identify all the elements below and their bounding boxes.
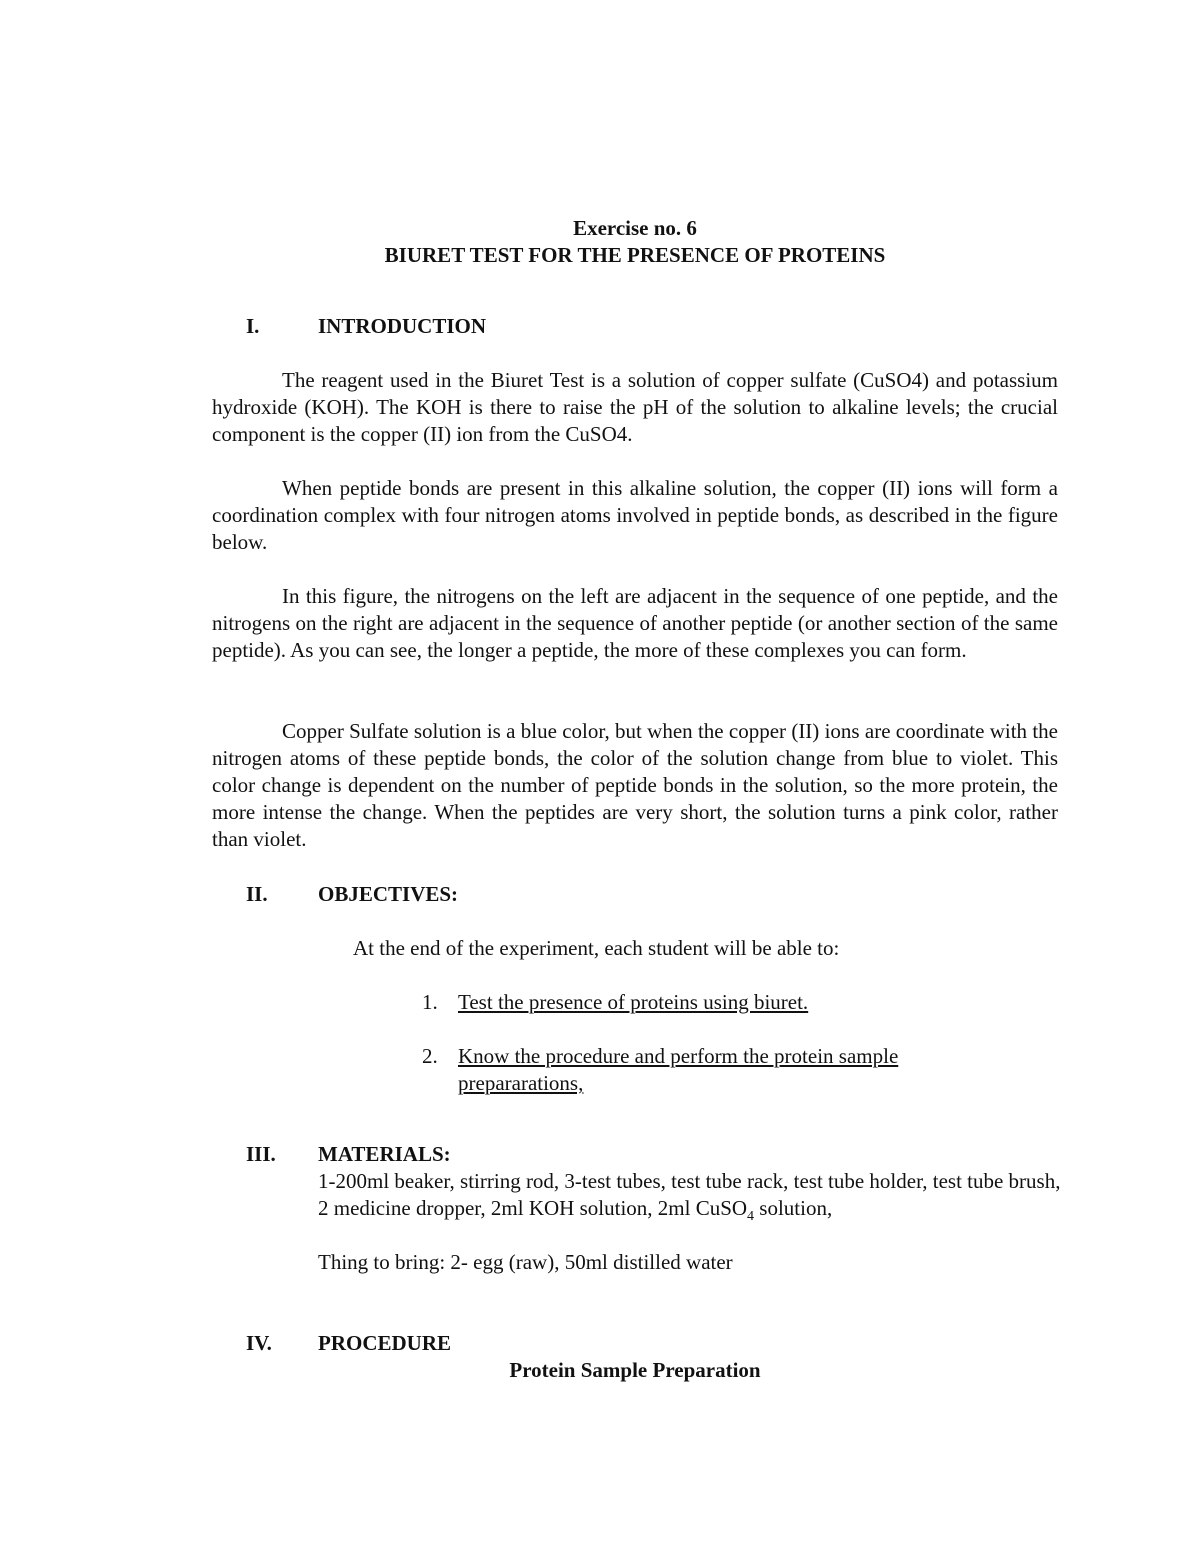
objective-item (422, 1043, 967, 1097)
section-title: PROCEDURE (318, 1331, 452, 1355)
things-to-bring: Thing to bring: 2- egg (raw), 50ml distilled water (318, 1250, 733, 1274)
section-title: INTRODUCTION (318, 314, 487, 338)
paragraph-text: In this figure, the nitrogens on the left are adjacent in the sequence of one peptide, and the nitrogens on the right are adjacent in the sequence of another peptide (or another section of the same peptide). As you can see, the longer a peptide, the more of these complexes you can form. (212, 584, 1058, 662)
section-number: II. (246, 882, 268, 906)
objectives-intro: At the end of the experiment, each student will be able to: (353, 936, 840, 960)
section-title: OBJECTIVES: (318, 882, 459, 906)
objective-text: Know the procedure and perform the protein sample prepararations, (458, 1044, 899, 1095)
procedure-subheading: Protein Sample Preparation (509, 1358, 761, 1382)
section-heading-objectives (246, 881, 458, 908)
intro-paragraph-2 (212, 475, 1058, 556)
objective-number: 1. (422, 990, 438, 1014)
materials-list (318, 1168, 1063, 1225)
paragraph-text: When peptide bonds are present in this alkaline solution, the copper (II) ions will form a coordination complex with four nitrogen atoms involved in peptide bonds, as described in the figure below. (212, 476, 1058, 554)
section-number: IV. (246, 1331, 272, 1355)
objective-text: Test the presence of proteins using biuret. (458, 990, 809, 1014)
document-title: BIURET TEST FOR THE PRESENCE OF PROTEINS (384, 243, 886, 267)
materials-text: 1-200ml beaker, stirring rod, 3-test tubes, test tube rack, test tube holder, test tube brush, 2 medicine dropper, 2ml KOH solution, 2ml CuSO (318, 1169, 1061, 1220)
section-heading-materials (246, 1141, 451, 1168)
materials-text-end: solution, (754, 1196, 833, 1220)
paragraph-text: Copper Sulfate solution is a blue color, but when the copper (II) ions are coordinate with the nitrogen atoms of these peptide bonds, the color of the solution change from blue to violet. This color change is dependent on the number of peptide bonds in the solution, so the more protein, the more intense the change. When the peptides are very short, the solution turns a pink color, rather than violet. (212, 719, 1058, 851)
paragraph-text: The reagent used in the Biuret Test is a solution of copper sulfate (CuSO4) and potassium hydroxide (KOH). The KOH is there to raise the pH of the solution to alkaline levels; the crucial component is the copper (II) ion from the CuSO4. (212, 368, 1058, 446)
intro-paragraph-1 (212, 367, 1058, 448)
exercise-number: Exercise no. 6 (573, 216, 697, 240)
section-number: I. (246, 314, 260, 338)
section-number: III. (246, 1142, 276, 1166)
intro-paragraph-3 (212, 583, 1058, 664)
section-heading-introduction (246, 313, 486, 340)
objective-number: 2. (422, 1044, 438, 1068)
intro-paragraph-4 (212, 718, 1058, 853)
section-title: MATERIALS: (318, 1142, 451, 1166)
objective-item (422, 989, 982, 1016)
section-heading-procedure (246, 1330, 451, 1357)
subscript: 4 (747, 1209, 755, 1225)
